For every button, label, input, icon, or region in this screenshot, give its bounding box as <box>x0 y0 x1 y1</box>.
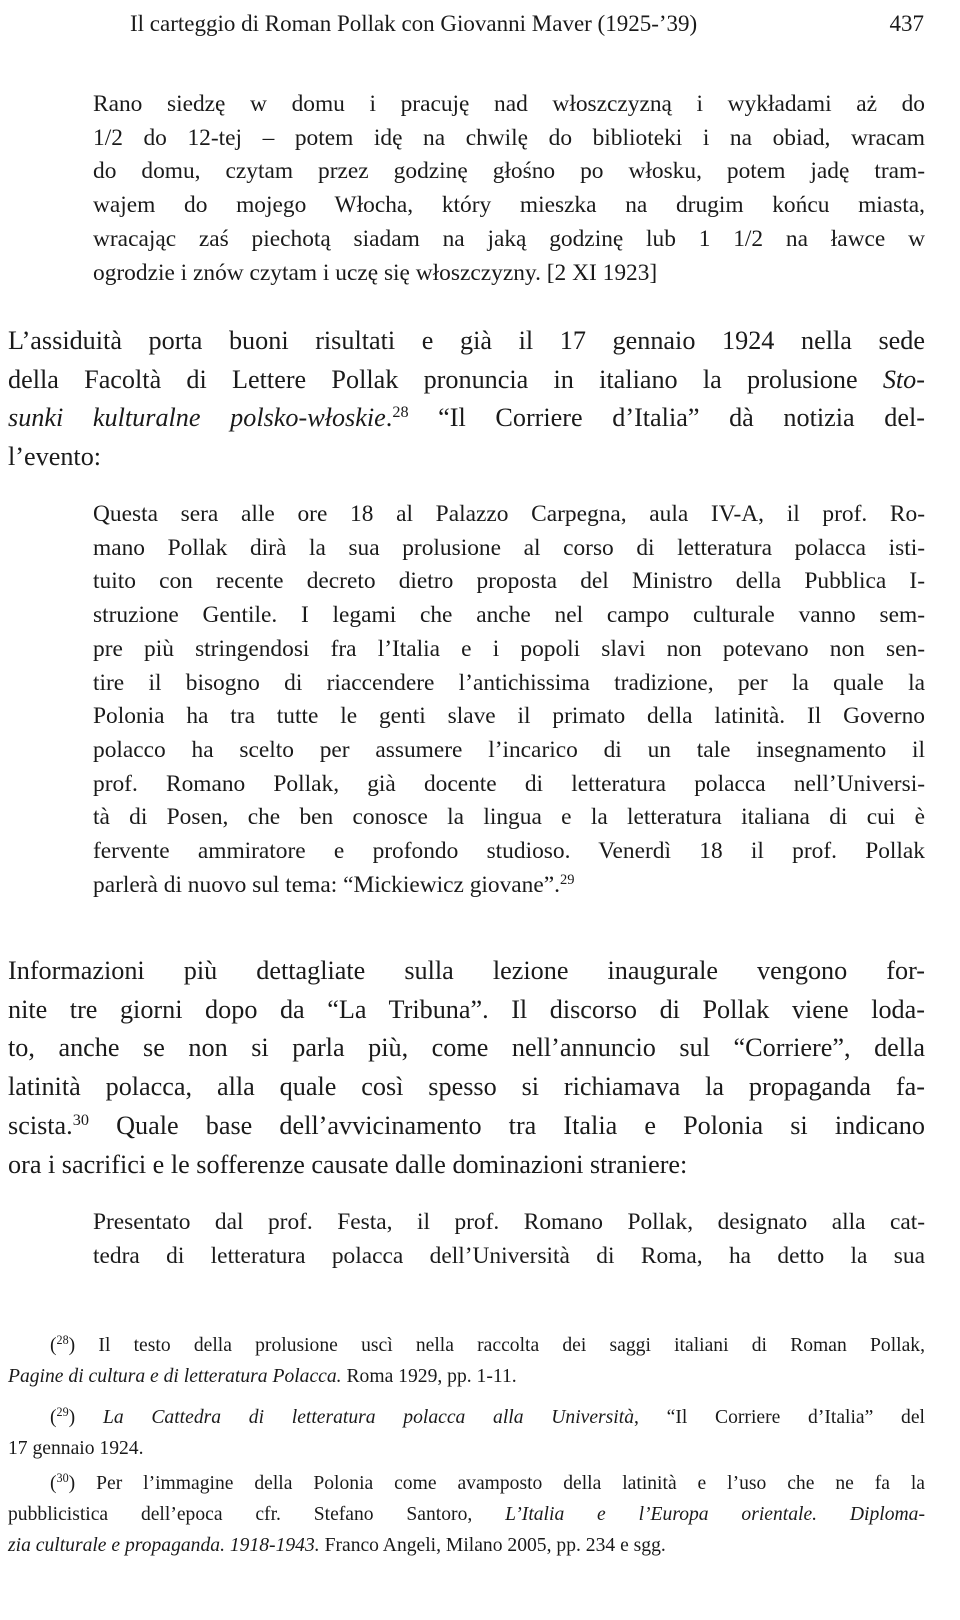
quote-line: 1/2 do 12-tej – potem idę na chwilę do biblioteki i na obiad, wracam <box>93 124 925 151</box>
quote-line: Questa sera alle ore 18 al Palazzo Carpegna, aula IV-A, il prof. Ro- <box>93 501 925 527</box>
footnote-30 <box>8 1468 925 1561</box>
text-run: “Il Corriere d’Italia” dà notizia del- <box>408 403 925 433</box>
footnote-line <box>8 1330 925 1361</box>
footnote-line <box>8 1361 925 1392</box>
body-paragraph-2 <box>8 952 925 1184</box>
quote-line: wracając zaś piechotą siadam na jaką godzinę lub 1 1/2 na ławce w <box>93 225 925 252</box>
footnote-ref: 28 <box>392 403 409 422</box>
text-run: ) <box>68 1407 103 1428</box>
text-run: , “Il Corriere d’Italia” del <box>634 1407 925 1428</box>
page-number: 437 <box>889 11 924 36</box>
text-run: ( <box>50 1335 57 1356</box>
italic-title: zia culturale e propaganda. 1918-1943. <box>8 1535 320 1556</box>
quote-line <box>93 869 925 903</box>
quote-line: mano Pollak dirà la sua prolusione al corso di letteratura polacca isti- <box>93 534 925 561</box>
text-run: scista. <box>8 1110 73 1140</box>
body-line: nite tre giorni dopo da “La Tribuna”. Il discorso di Pollak viene loda- <box>8 994 925 1024</box>
text-run: ( <box>50 1473 57 1494</box>
footnote-29 <box>8 1402 925 1464</box>
quote-line: pre più stringendosi fra l’Italia e i popoli slavi non potevano non sen- <box>93 635 925 662</box>
italic-title: La Cattedra di letteratura polacca alla Università <box>102 1407 634 1428</box>
text-run: ) Per l’immagine della Polonia come avamposto della latinità e l’uso che ne fa la <box>68 1473 925 1494</box>
quote-line: struzione Gentile. I legami che anche nel campo culturale vanno sem- <box>93 602 925 629</box>
text-run: della Facoltà di Lettere Pollak pronuncia in italiano la prolusione <box>8 364 883 394</box>
quote-line: do domu, czytam przez godzinę głośno po włosku, potem jadę tram- <box>93 158 925 185</box>
quote-line: tuito con recente decreto dietro proposta del Ministro della Pubblica I- <box>93 568 925 595</box>
footnote-line <box>8 1402 925 1433</box>
italic-title: Sto- <box>882 364 925 394</box>
body-paragraph-1 <box>8 322 925 477</box>
quote-line: fervente ammiratore e profondo studioso. Venerdì 18 il prof. Pollak <box>93 838 925 865</box>
text-run: Franco Angeli, Milano 2005, pp. 234 e sgg. <box>319 1535 666 1556</box>
body-line <box>8 1107 925 1146</box>
quote-line: tedra di letteratura polacca dell’Università di Roma, ha detto la sua <box>93 1242 925 1269</box>
body-line: Informazioni più dettagliate sulla lezione inaugurale vengono for- <box>8 956 925 985</box>
text-run: Roma 1929, pp. 1-11. <box>341 1366 517 1387</box>
body-line: l’evento: <box>8 442 102 472</box>
footnote-ref: 30 <box>72 1110 89 1129</box>
quote-line: tà di Posen, che ben conosce la lingua e la letteratura italiana di cui è <box>93 804 925 831</box>
text-run: pubblicistica dell’epoca cfr. Stefano Santoro, <box>8 1504 506 1525</box>
italic-title: L’Italia e l’Europa orientale. Diploma- <box>505 1504 925 1525</box>
footnote-28 <box>8 1330 925 1392</box>
block-quote-polish <box>93 88 925 290</box>
footnote-line <box>8 1499 925 1530</box>
footnote-line: 17 gennaio 1924. <box>8 1438 144 1459</box>
block-quote-corriere <box>93 498 925 902</box>
footnote-number: 28 <box>56 1333 69 1348</box>
body-line: to, anche se non si parla più, come nell’annuncio sul “Corriere”, della <box>8 1033 925 1063</box>
italic-title: Pagine di cultura e di letteratura Polacca. <box>8 1366 342 1387</box>
quote-line: tire il bisogno di riaccendere l’antichissima tradizione, per la quale la <box>93 669 925 696</box>
block-quote-tribuna <box>93 1206 925 1273</box>
text-run: Quale base dell’avvicinamento tra Italia e Polonia si indicano <box>88 1110 925 1140</box>
body-line <box>8 361 925 400</box>
body-line: latinità polacca, alla quale così spesso si richiamava la propaganda fa- <box>8 1072 925 1102</box>
quote-line: ogrodzie i znów czytam i uczę się włoszczyzny. [2 XI 1923] <box>93 259 658 286</box>
quote-line: Presentato dal prof. Festa, il prof. Romano Pollak, designato alla cat- <box>93 1209 925 1235</box>
body-line <box>8 399 925 438</box>
quote-line: prof. Romano Pollak, già docente di letteratura polacca nell’Universi- <box>93 770 925 797</box>
running-title: Il carteggio di Roman Pollak con Giovanni Maver (1925-’39) <box>130 11 698 36</box>
quote-line: Polonia ha tra tutte le genti slave il primato della latinità. Il Governo <box>93 703 925 730</box>
running-header <box>130 6 924 42</box>
footnote-number: 29 <box>56 1405 69 1420</box>
text-run: ( <box>50 1407 57 1428</box>
quote-line: wajem do mojego Włocha, który mieszka na drugim końcu miasta, <box>93 192 925 219</box>
body-line: ora i sacrifici e le sofferenze causate dalle dominazioni straniere: <box>8 1149 688 1179</box>
body-line: L’assiduità porta buoni risultati e già il 17 gennaio 1924 nella sede <box>8 326 925 355</box>
footnote-line <box>8 1468 925 1499</box>
italic-title: sunki kulturalne polsko-włoskie <box>8 403 386 433</box>
footnote-ref: 29 <box>560 871 575 888</box>
footnote-number: 30 <box>56 1471 69 1486</box>
quote-line: Rano siedzę w domu i pracuję nad włoszczyzną i wykładami aż do <box>93 91 925 117</box>
footnote-line <box>8 1530 925 1561</box>
text-run: ) Il testo della prolusione uscì nella raccolta dei saggi italiani di Roman Pollak, <box>68 1335 925 1356</box>
text-run: parlerà di nuovo sul tema: “Mickiewicz giovane”. <box>93 871 560 898</box>
quote-line: polacco ha scelto per assumere l’incarico di un tale insegnamento il <box>93 736 925 763</box>
text-run: . <box>385 403 393 433</box>
